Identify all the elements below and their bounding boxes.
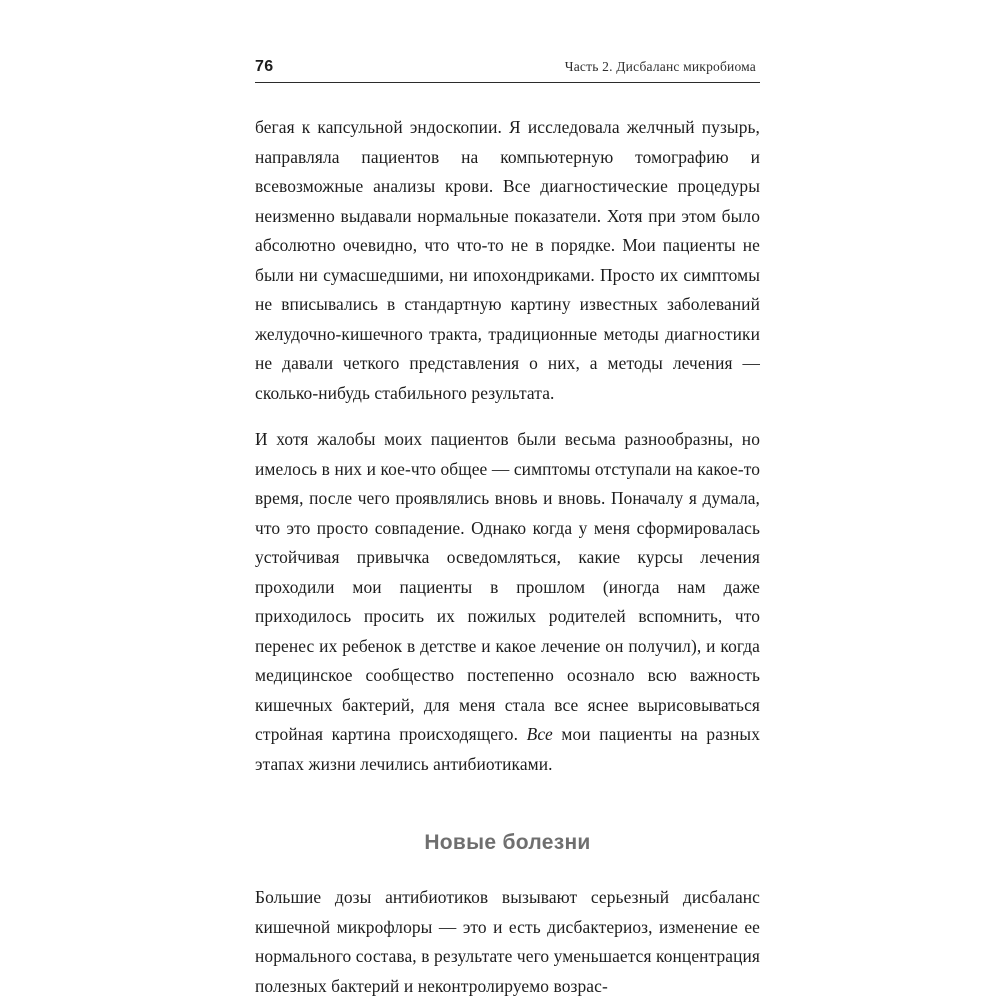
page-number: 76 <box>255 58 274 75</box>
section-heading: Новые болезни <box>424 831 591 854</box>
paragraph-1-text: бегая к капсульной эндоскопии. Я исследовала желчный пузырь, направляла пациентов на компьютерную томографию и всевозможные анализы крови. Все диагностические процедуры неизменно выдавали нормальные показатели. Хотя при этом было абсолютно очевидно, что что-то не в порядке. Мои пациенты не были ни сумасшедшими, ни ипохондриками. Просто их симптомы не вписывались в стандартную картину известных заболеваний желудочно-кишечного тракта, традиционные методы диагностики не давали четкого представления о них, а методы лечения — сколько-нибудь стабильного результата. <box>255 117 760 403</box>
paragraph-3-text: Большие дозы антибиотиков вызывают серьезный дисбаланс кишечной микрофлоры — это и есть дисбактериоз, изменение ее нормального состава, в результате чего уменьшается концентрация полезных бактерий и неконтролируемо возрас- <box>255 887 760 996</box>
running-head <box>255 58 760 83</box>
page-content-area <box>255 58 760 1001</box>
body-text <box>255 113 760 1001</box>
running-title: Часть 2. Дисбаланс микробиома <box>564 59 756 74</box>
paragraph-3 <box>255 883 760 1001</box>
paragraph-1 <box>255 113 760 408</box>
paragraph-2 <box>255 425 760 779</box>
paragraph-2-emphasis: Все <box>526 724 553 744</box>
paragraph-2-text-start: И хотя жалобы моих пациентов были весьма разнообразны, но имелось в них и кое-что общее — симптомы отступали на какое-то время, после чего проявлялись вновь и вновь. Поначалу я думала, что это просто совпадение. Однако когда у меня сформировалась устойчивая привычка осведомляться, какие курсы лечения проходили мои пациенты в прошлом (иногда нам даже приходилось просить их пожилых родителей вспомнить, что перенес их ребенок в детстве и какое лечение он получил), и когда медицинское сообщество постепенно осознало всю важность кишечных бактерий, для меня стала все яснее вырисовываться стройная картина происходящего. <box>255 429 760 744</box>
paragraph-2-text-end: мои пациенты на разных этапах жизни лечились антибиотиками. <box>255 724 760 774</box>
